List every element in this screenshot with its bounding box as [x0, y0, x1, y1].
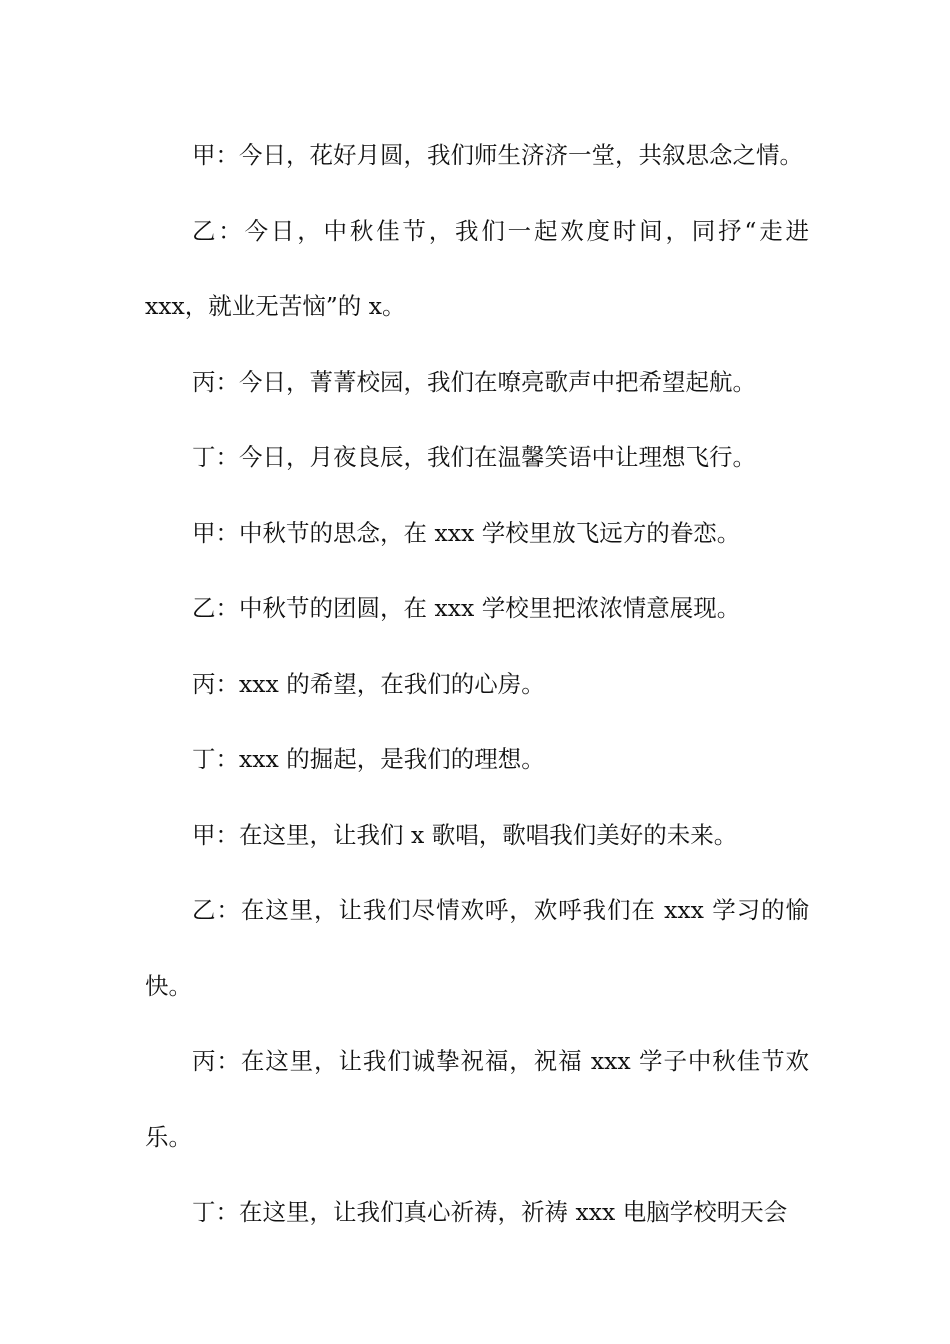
paragraph: 乙：中秋节的团圆，在 xxx 学校里把浓浓情意展现。 — [192, 594, 741, 622]
paragraph: 丁：今日，月夜良辰，我们在温馨笑语中让理想飞行。 — [192, 443, 756, 471]
paragraph: 甲：今日，花好月圆，我们师生济济一堂，共叙思念之情。 — [192, 141, 803, 169]
paragraph: 丁：xxx 的掘起，是我们的理想。 — [192, 745, 545, 773]
paragraph: 乙：在这里，让我们尽情欢呼，欢呼我们在 xxx 学习的愉快。 — [145, 896, 809, 1000]
paragraph: 丙：xxx 的希望，在我们的心房。 — [192, 669, 545, 698]
paragraph: 丙：在这里，让我们诚挚祝福，祝福 xxx 学子中秋佳节欢乐。 — [145, 1047, 809, 1151]
paragraph: 乙：今日，中秋佳节，我们一起欢度时间，同抒“走进 xxx，就业无苦恼”的 x。 — [145, 216, 809, 320]
paragraph: 甲：在这里，让我们 x 歌唱，歌唱我们美好的未来。 — [192, 820, 738, 849]
document-body — [145, 118, 809, 1251]
paragraph: 丁：在这里，让我们真心祈祷，祈祷 xxx 电脑学校明天会 — [192, 1198, 788, 1226]
paragraph: 甲：中秋节的思念，在 xxx 学校里放飞远方的眷恋。 — [192, 518, 741, 547]
paragraph: 丙：今日，菁菁校园，我们在嘹亮歌声中把希望起航。 — [192, 367, 756, 396]
